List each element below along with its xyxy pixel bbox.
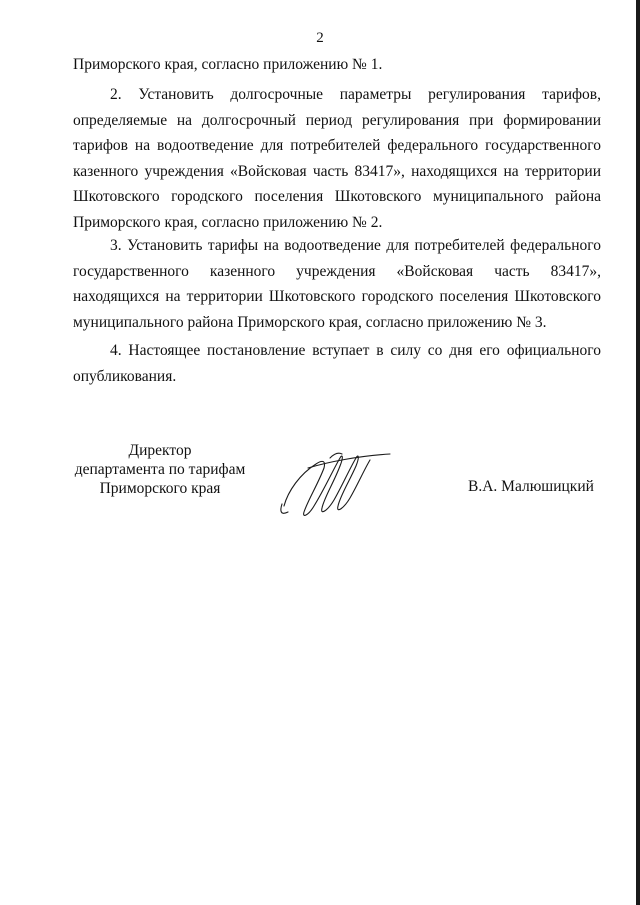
paragraph-item-4: 4. Настоящее постановление вступает в силу со дня его официального опубликования. xyxy=(73,342,601,385)
paragraph-item-2: 2. Установить долгосрочные параметры регулирования тарифов, определяемые на долгосрочный период регулирования при формировании тарифов на водоотведение для потребителей федерального государственного казенного учреждения «Войсковая часть 83417», находящихся на территории Шкотовского городского поселения Шкотовского муниципального района Приморского края, согласно приложению № 2. xyxy=(73,86,601,231)
paragraph-continuation: Приморского края, согласно приложению № 1. xyxy=(73,56,383,73)
signatory-title-line: Приморского края xyxy=(99,480,221,497)
signatory-title-line: Директор xyxy=(128,442,192,459)
signatory-title xyxy=(60,441,260,498)
signatory-title-line: департамента по тарифам xyxy=(74,461,246,478)
scan-edge xyxy=(636,0,640,905)
page-number: 2 xyxy=(316,30,324,46)
handwritten-signature xyxy=(278,446,398,524)
signatory-name: В.А. Малюшицкий xyxy=(468,478,594,495)
paragraph-item-3: 3. Установить тарифы на водоотведение для потребителей федерального государственного казенного учреждения «Войсковая часть 83417», находящихся на территории Шкотовского городского поселения Шкотовского муниципального района Приморского края, согласно приложению № 3. xyxy=(73,237,601,331)
